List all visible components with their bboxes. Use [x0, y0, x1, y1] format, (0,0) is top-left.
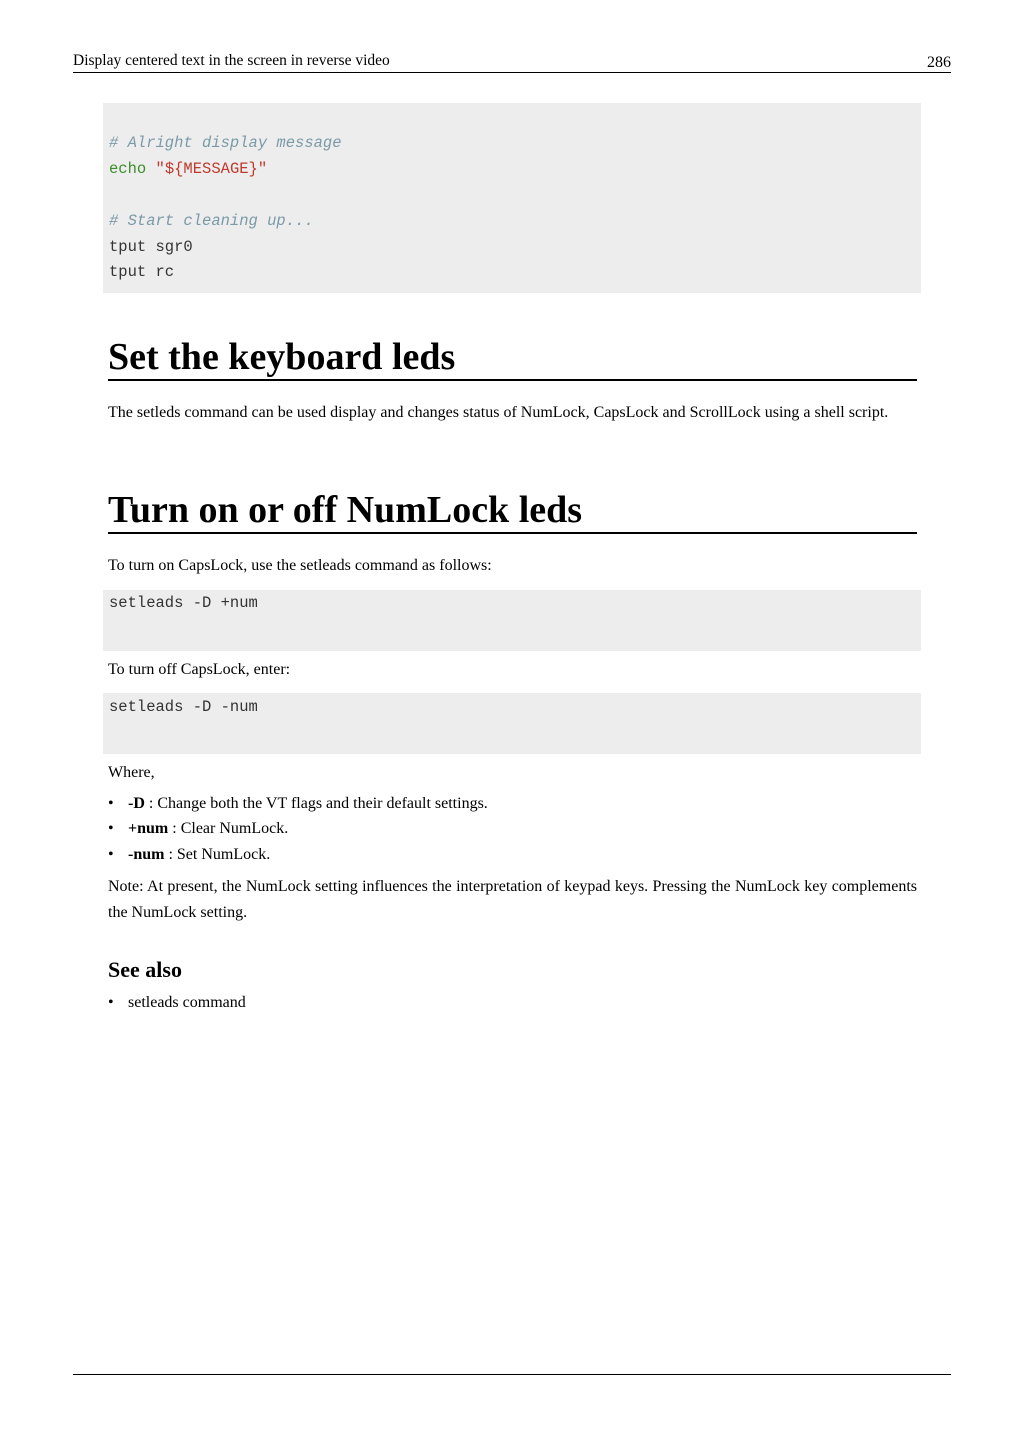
- code-echo-keyword: echo: [109, 160, 147, 178]
- paragraph-setleds: The setleds command can be used display and changes status of NumLock, CapsLock and ScrollLock using a shell script.: [108, 404, 889, 421]
- code-line-turn-on: setleads -D +num: [109, 594, 258, 612]
- paragraph-turn-off: To turn off CapsLock, enter:: [108, 661, 291, 678]
- paragraph-turn-on: To turn on CapsLock, use the setleads command as follows:: [108, 557, 492, 574]
- option-description: : Change both the VT flags and their default settings.: [144, 795, 488, 812]
- code-block-cleanup: [103, 103, 921, 293]
- heading-see-also: See also: [108, 957, 182, 982]
- code-echo-string: "${MESSAGE}": [155, 160, 268, 178]
- bullet-dot: •: [108, 795, 114, 812]
- code-comment-cleanup: # Start cleaning up...: [109, 212, 314, 230]
- bullet-dot: •: [108, 846, 114, 863]
- code-line-sgr0: tput sgr0: [109, 238, 193, 256]
- list-item-option: [108, 845, 270, 865]
- code-comment-display: # Alright display message: [109, 134, 342, 152]
- footer-rule: [73, 1374, 951, 1375]
- page-number: 286: [927, 54, 951, 71]
- paragraph-where: Where,: [108, 764, 155, 781]
- option-flag: +num: [128, 820, 169, 837]
- code-line-turn-off: setleads -D -num: [109, 698, 258, 716]
- list-item-option: [108, 794, 488, 814]
- running-header-title: Display centered text in the screen in reverse video: [73, 52, 390, 69]
- list-item-see-also: [108, 993, 246, 1013]
- running-header: [73, 50, 951, 73]
- code-echo-line: [109, 159, 267, 179]
- option-flag: -num: [128, 846, 165, 863]
- bullet-dot: •: [108, 820, 114, 837]
- code-line-rc: tput rc: [109, 263, 175, 281]
- heading-numlock-leds: Turn on or off NumLock leds: [108, 488, 917, 534]
- paragraph-note: Note: At present, the NumLock setting influences the interpretation of keypad keys. Pressing the NumLock key complements the NumLock setting.: [108, 878, 917, 921]
- option-description: : Clear NumLock.: [168, 820, 289, 837]
- code-block-turn-off: [103, 693, 921, 754]
- heading-keyboard-leds: Set the keyboard leds: [108, 335, 917, 381]
- option-description: : Set NumLock.: [164, 846, 271, 863]
- bullet-dot: •: [108, 994, 114, 1011]
- option-flag: -D: [128, 795, 145, 812]
- code-block-turn-on: [103, 590, 921, 651]
- list-item-option: [108, 819, 288, 839]
- see-also-link[interactable]: setleads command: [128, 994, 246, 1011]
